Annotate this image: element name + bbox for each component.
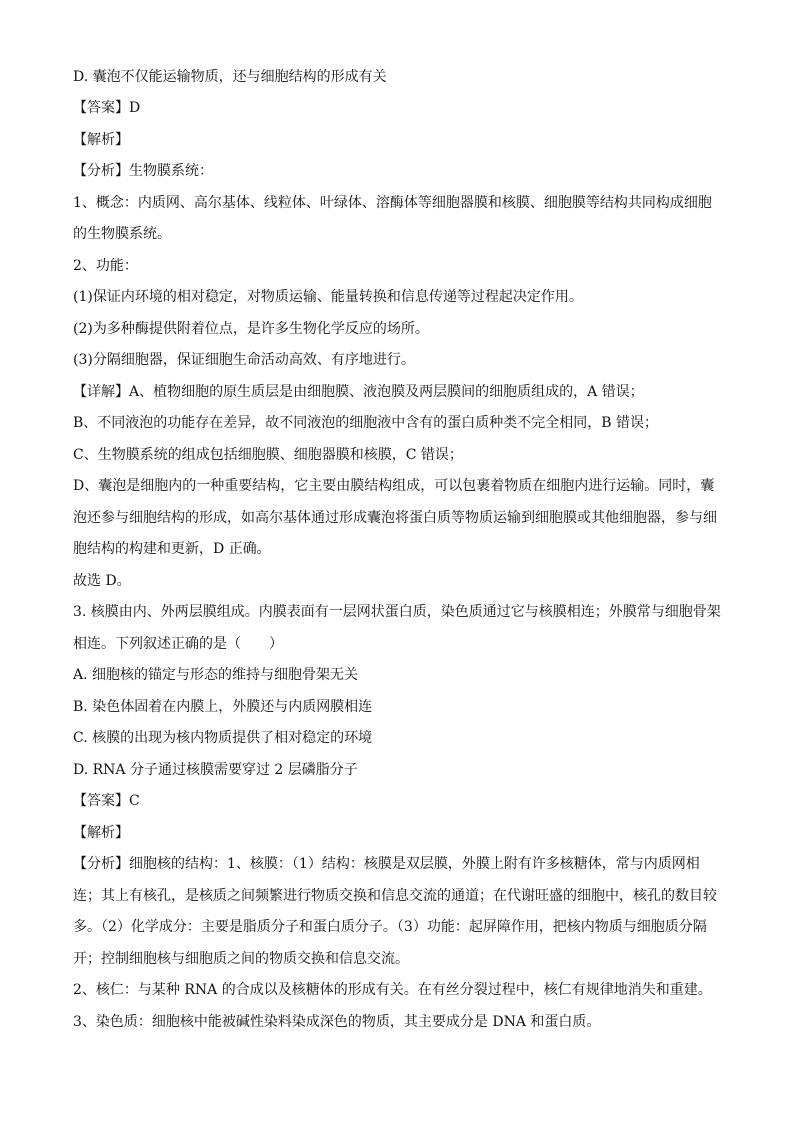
text-line: 故选 D。 bbox=[73, 573, 131, 589]
question-text: 3. 核膜由内、外两层膜组成。内膜表面有一层网状蛋白质，染色质通过它与核膜相连；外膜常与细胞骨架 bbox=[73, 604, 721, 620]
text-line: 开；控制细胞核与细胞质之间的物质交换和信息交流。 bbox=[73, 951, 409, 967]
text-line: 【分析】生物膜系统： bbox=[73, 163, 213, 179]
text-line: 2、核仁：与某种 RNA 的合成以及核糖体的形成有关。在有丝分裂过程中，核仁有规律地消失和重建。 bbox=[73, 982, 712, 998]
text-line: 【详解】A、植物细胞的原生质层是由细胞膜、液泡膜及两层膜间的细胞质组成的，A 错误； bbox=[73, 384, 644, 400]
text-line: C、生物膜系统的组成包括细胞膜、细胞器膜和核膜，C 错误； bbox=[73, 447, 463, 463]
text-line: 泡还参与细胞结构的形成，如高尔基体通过形成囊泡将蛋白质等物质运输到细胞膜或其他细胞器，参与细 bbox=[73, 510, 717, 526]
text-line: 的生物膜系统。 bbox=[73, 226, 171, 242]
option-c: C. 核膜的出现为核内物质提供了相对稳定的环境 bbox=[73, 730, 373, 746]
answer-label: 【答案】C bbox=[73, 793, 140, 809]
analysis-label: 【解析】 bbox=[73, 825, 129, 841]
answer-label: 【答案】D bbox=[73, 100, 141, 116]
text-line: B、不同液泡的功能存在差异，故不同液泡的细胞液中含有的蛋白质种类不完全相同，B 错误； bbox=[73, 415, 659, 431]
question-text: 相连。下列叙述正确的是（ ） bbox=[73, 636, 283, 652]
text-line: (2)为多种酶提供附着位点，是许多生物化学反应的场所。 bbox=[73, 321, 429, 337]
text-line: 多。（2）化学成分：主要是脂质分子和蛋白质分子。（3）功能：起屏障作用，把核内物质与细胞质分隔 bbox=[73, 919, 707, 935]
text-line: (1)保证内环境的相对稳定，对物质运输、能量转换和信息传递等过程起决定作用。 bbox=[73, 289, 583, 305]
option-b: B. 染色体固着在内膜上，外膜还与内质网膜相连 bbox=[73, 699, 373, 715]
text-line: 2、功能： bbox=[73, 258, 138, 274]
text-line: 【分析】细胞核的结构：1、核膜：（1）结构：核膜是双层膜，外膜上附有许多核糖体，常与内质网相 bbox=[73, 856, 700, 872]
analysis-label: 【解析】 bbox=[73, 132, 129, 148]
text-line: 1、概念：内质网、高尔基体、线粒体、叶绿体、溶酶体等细胞器膜和核膜、细胞膜等结构共同构成细胞 bbox=[73, 195, 712, 211]
text-line: 3、染色质：细胞核中能被碱性染料染成深色的物质，其主要成分是 DNA 和蛋白质。 bbox=[73, 1014, 601, 1030]
text-line: (3)分隔细胞器，保证细胞生命活动高效、有序地进行。 bbox=[73, 352, 415, 368]
option-d: D. RNA 分子通过核膜需要穿过 2 层磷脂分子 bbox=[73, 762, 358, 778]
text-line: D、囊泡是细胞内的一种重要结构，它主要由膜结构组成，可以包裹着物质在细胞内进行运输。同时，囊 bbox=[73, 478, 715, 494]
text-line: 胞结构的构建和更新，D 正确。 bbox=[73, 541, 271, 557]
text-line: D. 囊泡不仅能运输物质，还与细胞结构的形成有关 bbox=[73, 69, 387, 85]
text-line: 连；其上有核孔，是核质之间频繁进行物质交换和信息交流的通道；在代谢旺盛的细胞中，核孔的数目较 bbox=[73, 888, 717, 904]
option-a: A. 细胞核的锚定与形态的维持与细胞骨架无关 bbox=[73, 667, 359, 683]
